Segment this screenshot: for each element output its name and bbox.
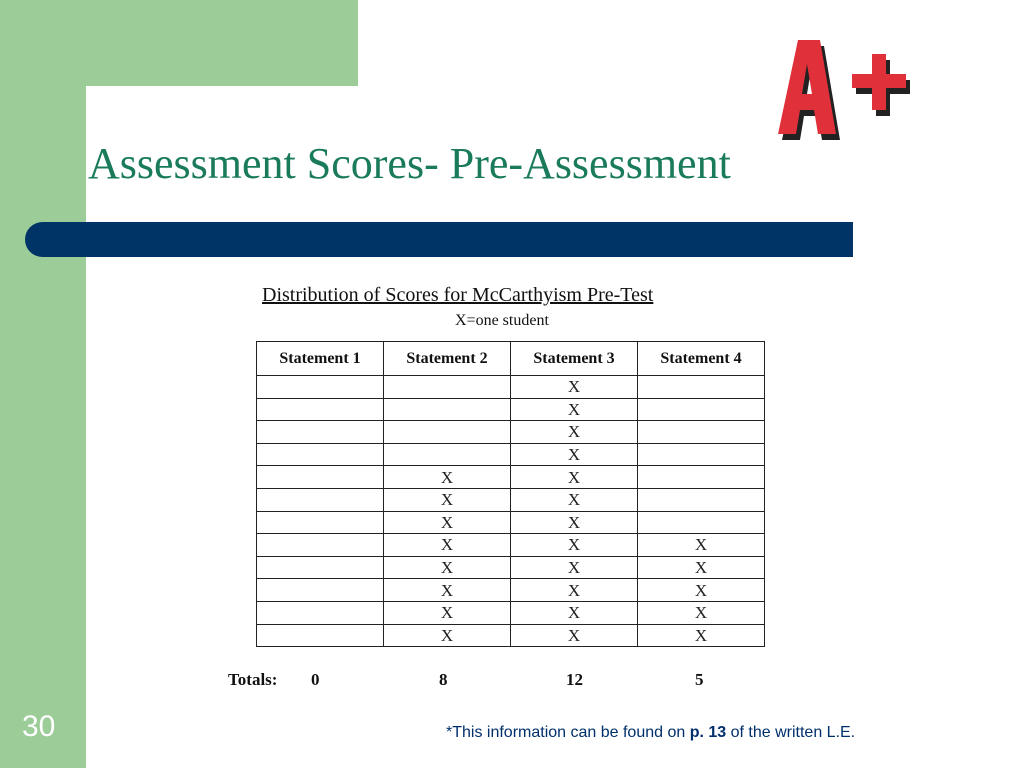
slide-title: Assessment Scores- Pre-Assessment xyxy=(88,139,731,188)
table-cell xyxy=(638,466,765,489)
table-row xyxy=(257,488,765,511)
table-cell: X xyxy=(384,601,511,624)
table-cell xyxy=(257,556,384,579)
table-cell: X xyxy=(384,624,511,647)
a-plus-logo xyxy=(760,30,930,150)
table-cell xyxy=(257,376,384,399)
table-cell: X xyxy=(384,488,511,511)
totals-label: Totals: xyxy=(228,670,278,689)
header-statement-3: Statement 3 xyxy=(511,342,638,376)
table-cell: X xyxy=(384,579,511,602)
table-cell xyxy=(257,488,384,511)
table-cell: X xyxy=(638,579,765,602)
table-cell xyxy=(638,488,765,511)
table-cell: X xyxy=(638,601,765,624)
table-cell xyxy=(638,443,765,466)
table-cell: X xyxy=(384,534,511,557)
header-statement-2: Statement 2 xyxy=(384,342,511,376)
table-cell xyxy=(638,421,765,444)
slide-number: 30 xyxy=(22,710,56,743)
total-statement-1: 0 xyxy=(311,670,320,689)
footnote-prefix: *This information can be found on xyxy=(446,724,690,741)
table-cell: X xyxy=(511,443,638,466)
table-cell: X xyxy=(511,601,638,624)
top-band xyxy=(0,0,358,86)
header-statement-4: Statement 4 xyxy=(638,342,765,376)
footnote-suffix: of the written L.E. xyxy=(726,724,856,741)
table-cell: X xyxy=(638,534,765,557)
footnote xyxy=(446,724,855,742)
table-row xyxy=(257,624,765,647)
table-cell xyxy=(257,466,384,489)
table-row xyxy=(257,466,765,489)
table-row xyxy=(257,579,765,602)
table-cell xyxy=(638,398,765,421)
table-row xyxy=(257,511,765,534)
table-cell xyxy=(638,376,765,399)
table-row xyxy=(257,443,765,466)
table-cell xyxy=(257,534,384,557)
table-cell: X xyxy=(511,376,638,399)
table-row xyxy=(257,534,765,557)
total-statement-3: 12 xyxy=(566,670,583,689)
table-cell xyxy=(257,601,384,624)
table-cell xyxy=(384,421,511,444)
table-cell xyxy=(257,579,384,602)
figure-subtitle: X=one student xyxy=(455,312,549,329)
footnote-page-ref: p. 13 xyxy=(689,724,727,741)
total-statement-2: 8 xyxy=(439,670,448,689)
table-cell: X xyxy=(384,556,511,579)
table-cell: X xyxy=(511,534,638,557)
table-row xyxy=(257,398,765,421)
table-cell: X xyxy=(638,556,765,579)
table-cell: X xyxy=(511,624,638,647)
table-row xyxy=(257,376,765,399)
figure-title: Distribution of Scores for McCarthyism Pre-Test xyxy=(262,284,654,306)
table-cell xyxy=(384,376,511,399)
table-cell: X xyxy=(384,511,511,534)
table-cell xyxy=(257,624,384,647)
table-cell: X xyxy=(511,421,638,444)
corner-curve xyxy=(86,86,146,146)
header-statement-1: Statement 1 xyxy=(257,342,384,376)
table-cell xyxy=(257,398,384,421)
table-cell xyxy=(257,421,384,444)
table-cell: X xyxy=(511,579,638,602)
total-statement-4: 5 xyxy=(695,670,704,689)
table-cell: X xyxy=(511,398,638,421)
table-row xyxy=(257,556,765,579)
score-distribution-table xyxy=(256,341,765,647)
table-cell: X xyxy=(638,624,765,647)
table-row xyxy=(257,601,765,624)
side-strip xyxy=(0,0,86,768)
table-cell xyxy=(257,443,384,466)
table-cell xyxy=(384,398,511,421)
table-cell: X xyxy=(511,511,638,534)
table-cell xyxy=(638,511,765,534)
table-cell: X xyxy=(511,556,638,579)
table-cell xyxy=(384,443,511,466)
table-cell: X xyxy=(384,466,511,489)
table-row xyxy=(257,421,765,444)
table-cell xyxy=(257,511,384,534)
title-underline-bar xyxy=(25,222,853,257)
table-cell: X xyxy=(511,466,638,489)
table-cell: X xyxy=(511,488,638,511)
table-header-row xyxy=(257,342,765,376)
